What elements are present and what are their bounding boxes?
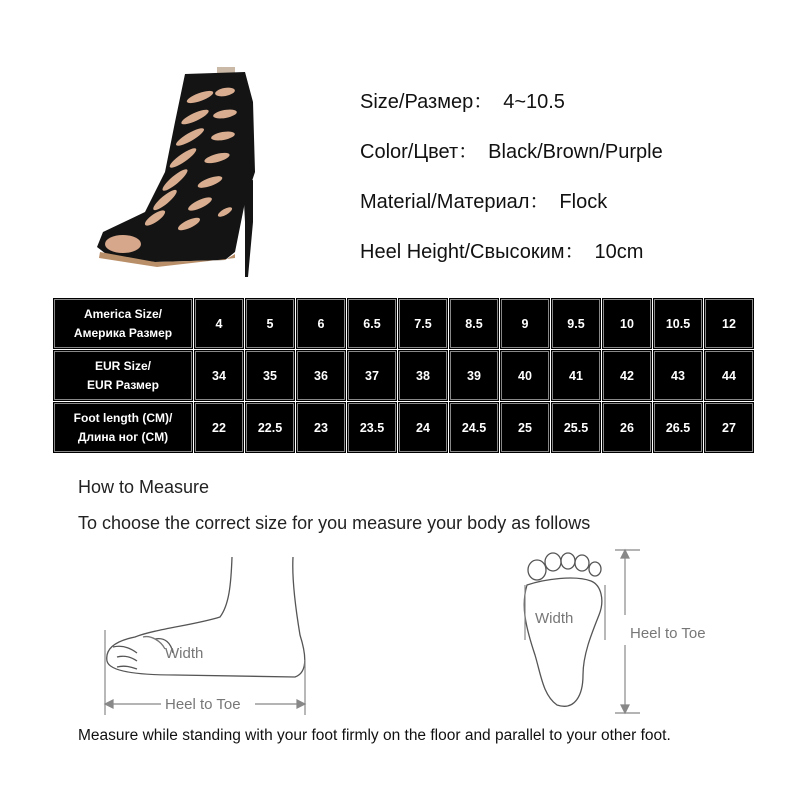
table-cell: 43 [654,351,702,400]
spec-heel-height [360,235,643,264]
side-length-label: Heel to Toe [165,696,241,713]
foot-measure-diagram [95,545,735,725]
spec-size-value: 4~10.5 [503,91,565,113]
table-cell: 42 [603,351,651,400]
table-cell: 38 [399,351,447,400]
spec-material [360,185,607,214]
row-header-line: Foot length (CM)/ [73,410,173,425]
table-cell: 24 [399,403,447,452]
table-cell: 24.5 [450,403,498,452]
table-cell: 36 [297,351,345,400]
table-cell: 10 [603,299,651,348]
spec-size-label: Size/Размер： [360,91,494,113]
spec-heel-height-value: 10cm [594,241,644,263]
spec-color-label: Color/Цвет： [360,141,479,163]
table-cell: 4 [195,299,243,348]
row-header-foot-length [54,403,192,452]
row-header-line: America Size/ [83,306,163,321]
table-cell: 6.5 [348,299,396,348]
table-cell: 37 [348,351,396,400]
spec-material-label: Material/Материал： [360,191,550,213]
product-photo-sandal [85,62,275,277]
table-cell: 6 [297,299,345,348]
table-cell: 40 [501,351,549,400]
foot-sole-illustration [524,553,602,706]
spec-material-value: Flock [559,191,608,213]
row-header-eur-size [54,351,192,400]
table-cell: 7.5 [399,299,447,348]
table-cell: 27 [705,403,753,452]
table-cell: 35 [246,351,294,400]
spec-heel-height-label: Heel Height/Свысоким： [360,241,585,263]
table-cell: 23 [297,403,345,452]
measure-heading: How to Measure [78,477,210,497]
table-cell: 10.5 [654,299,702,348]
table-row-us-size [54,299,753,348]
side-width-label: Width [165,645,204,662]
row-header-us-size [54,299,192,348]
table-row-foot-length [54,403,753,452]
table-cell: 22 [195,403,243,452]
sole-width-label: Width [535,610,574,627]
table-cell: 9.5 [552,299,600,348]
measure-instructions: To choose the correct size for you measure your body as follows [78,513,591,533]
spec-color [360,135,663,164]
table-cell: 41 [552,351,600,400]
table-cell: 39 [450,351,498,400]
table-cell: 34 [195,351,243,400]
table-row-eur-size [54,351,753,400]
table-cell: 44 [705,351,753,400]
table-cell: 25.5 [552,403,600,452]
table-cell: 26 [603,403,651,452]
row-header-line: Америка Размер [73,325,173,340]
table-cell: 26.5 [654,403,702,452]
table-cell: 8.5 [450,299,498,348]
measure-footnote: Measure while standing with your foot firmly on the floor and parallel to your other foot. [78,727,671,744]
row-header-line: EUR Размер [87,377,159,392]
table-cell: 12 [705,299,753,348]
spec-size [360,85,565,114]
size-chart-table [51,296,756,455]
foot-side-view-illustration [107,557,305,677]
row-header-line: Длина ног (CM) [77,429,169,444]
table-cell: 9 [501,299,549,348]
sole-length-label: Heel to Toe [630,625,706,642]
table-cell: 22.5 [246,403,294,452]
table-cell: 25 [501,403,549,452]
spec-color-value: Black/Brown/Purple [488,141,663,163]
table-cell: 23.5 [348,403,396,452]
row-header-line: EUR Size/ [94,358,151,373]
table-cell: 5 [246,299,294,348]
